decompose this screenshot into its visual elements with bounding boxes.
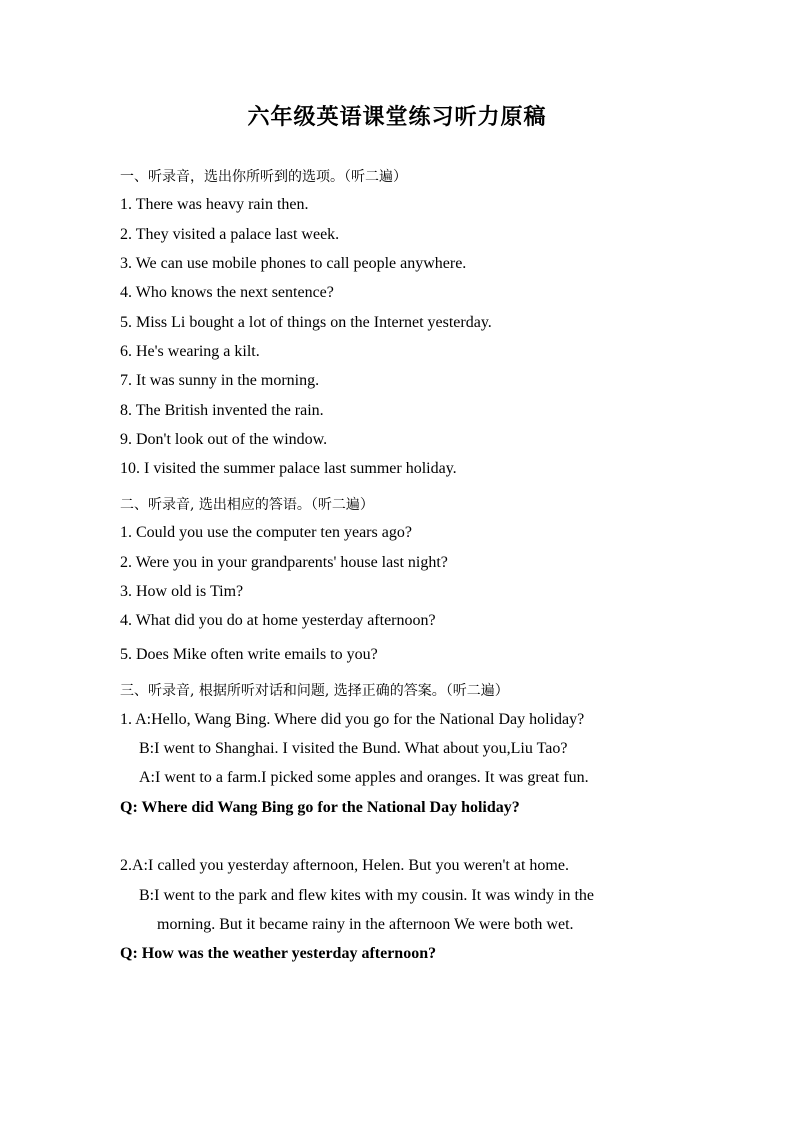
section-2-item: 5. Does Mike often write emails to you? xyxy=(120,646,378,663)
section-1-item: 2. They visited a palace last week. xyxy=(120,226,340,243)
section-1-item: 6. He's wearing a kilt. xyxy=(120,343,260,360)
page-title: 六年级英语课堂练习听力原稿 xyxy=(247,104,547,130)
section-2-item: 2. Were you in your grandparents' house last night? xyxy=(120,554,448,571)
dialog-2-line-b1: B:I went to the park and flew kites with my cousin. It was windy in the xyxy=(139,887,595,904)
section-2-heading: 二、听录音, 选出相应的答语。（听二遍） xyxy=(120,497,374,513)
section-2-item: 1. Could you use the computer ten years ago? xyxy=(120,524,412,541)
section-1-item: 4. Who knows the next sentence? xyxy=(120,284,334,301)
section-2-item: 4. What did you do at home yesterday afternoon? xyxy=(120,612,436,629)
section-1-heading: 一、听录音，选出你所听到的选项。（听二遍） xyxy=(120,169,407,185)
dialog-1-line-a2: A:I went to a farm.I picked some apples and oranges. It was great fun. xyxy=(139,769,589,786)
dialog-2-line-a1: 2.A:I called you yesterday afternoon, Helen. But you weren't at home. xyxy=(120,857,569,874)
section-1-item: 9. Don't look out of the window. xyxy=(120,431,328,448)
section-3-heading: 三、听录音, 根据所听对话和问题, 选择正确的答案。（听二遍） xyxy=(120,683,509,699)
section-2-item: 3. How old is Tim? xyxy=(120,583,244,600)
section-1-item: 5. Miss Li bought a lot of things on the Internet yesterday. xyxy=(120,314,492,331)
section-1-item: 10. I visited the summer palace last summer holiday. xyxy=(120,460,457,477)
section-1-item: 7. It was sunny in the morning. xyxy=(120,372,320,389)
section-1-item: 1. There was heavy rain then. xyxy=(120,196,309,213)
dialog-2-line-b1-cont: morning. But it became rainy in the afternoon We were both wet. xyxy=(157,916,574,933)
section-1-item: 8. The British invented the rain. xyxy=(120,402,324,419)
section-1-item: 3. We can use mobile phones to call people anywhere. xyxy=(120,255,467,272)
dialog-1-question: Q: Where did Wang Bing go for the National Day holiday? xyxy=(120,799,520,816)
dialog-1-line-a1: 1. A:Hello, Wang Bing. Where did you go for the National Day holiday? xyxy=(120,711,585,728)
dialog-1-line-b1: B:I went to Shanghai. I visited the Bund. What about you,Liu Tao? xyxy=(139,740,568,757)
dialog-2-question: Q: How was the weather yesterday afternoon? xyxy=(120,945,437,962)
